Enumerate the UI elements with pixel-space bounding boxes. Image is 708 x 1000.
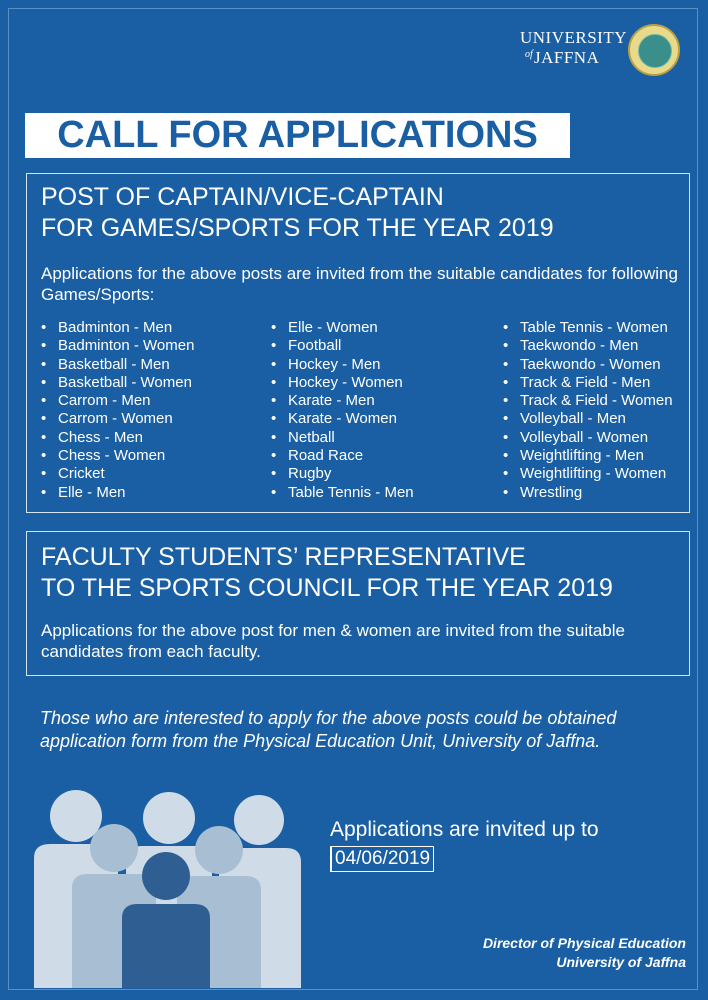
bullet-icon: • <box>271 483 277 501</box>
sport-name: Volleyball - Women <box>520 428 649 446</box>
sport-name: Badminton - Women <box>58 337 195 355</box>
bullet-icon: • <box>271 410 277 428</box>
person-head <box>142 852 190 900</box>
representative-section <box>26 531 690 676</box>
captain-heading-line2: FOR GAMES/SPORTS FOR THE YEAR 2019 <box>41 214 554 242</box>
sport-name: Chess - Women <box>58 447 166 465</box>
logo-line1: UNIVERSITY <box>520 28 627 47</box>
sport-name: Carrom - Women <box>58 410 173 428</box>
sport-list-item <box>271 319 414 337</box>
bullet-icon: • <box>503 410 509 428</box>
page-title: CALL FOR APPLICATIONS <box>57 114 538 156</box>
bullet-icon: • <box>41 428 47 446</box>
sport-name: Basketball - Women <box>58 373 192 391</box>
bullet-icon: • <box>503 483 509 501</box>
sport-name: Table Tennis - Men <box>288 483 414 501</box>
bullet-icon: • <box>271 447 277 465</box>
sport-name: Carrom - Men <box>58 392 151 410</box>
signature-block <box>483 934 686 972</box>
captain-section <box>26 173 690 513</box>
sport-list-item <box>41 465 194 483</box>
person-head <box>234 795 284 845</box>
bullet-icon: • <box>41 337 47 355</box>
sport-name: Road Race <box>288 447 364 465</box>
sport-list-item <box>271 392 414 410</box>
sport-list-item <box>41 319 194 337</box>
application-info: Those who are interested to apply for the above posts could be obtained application form from the Physical Education Unit, University of Jaffna. <box>40 708 617 751</box>
sport-name: Badminton - Men <box>58 319 173 336</box>
representative-heading-line2: TO THE SPORTS COUNCIL FOR THE YEAR 2019 <box>41 574 613 602</box>
bullet-icon: • <box>41 373 47 391</box>
sport-name: Weightlifting - Men <box>520 447 644 465</box>
sport-list-item <box>503 410 673 428</box>
person-head <box>50 790 102 842</box>
bullet-icon: • <box>503 373 509 391</box>
sport-name: Elle - Women <box>288 319 378 336</box>
bullet-icon: • <box>271 337 277 355</box>
sport-list-item <box>503 374 673 392</box>
sport-name: Taekwondo - Women <box>520 355 661 373</box>
captain-heading-line1: POST OF CAPTAIN/VICE-CAPTAIN <box>41 183 444 211</box>
sport-name: Football <box>288 337 342 355</box>
sports-list-col2 <box>271 319 414 502</box>
sport-list-item <box>271 447 414 465</box>
people-group-illustration <box>14 788 334 988</box>
bullet-icon: • <box>271 373 277 391</box>
sport-list-item <box>503 337 673 355</box>
bullet-icon: • <box>503 355 509 373</box>
person-head <box>195 826 243 874</box>
sport-list-item <box>503 319 673 337</box>
logo-of: of <box>525 49 533 60</box>
sport-list-item <box>271 374 414 392</box>
university-seal-icon <box>628 24 680 76</box>
sport-list-item <box>41 429 194 447</box>
bullet-icon: • <box>271 392 277 410</box>
sports-list-col3 <box>503 319 673 502</box>
sport-list-item <box>41 356 194 374</box>
bullet-icon: • <box>41 483 47 501</box>
bullet-icon: • <box>503 337 509 355</box>
representative-section-heading <box>41 542 613 604</box>
title-banner <box>25 113 570 158</box>
sport-name: Chess - Men <box>58 428 144 446</box>
logo-line2: JAFFNA <box>534 48 600 67</box>
deadline-date: 04/06/2019 <box>330 846 434 872</box>
bullet-icon: • <box>41 410 47 428</box>
sport-name: Karate - Women <box>288 410 397 428</box>
sport-list-item <box>503 447 673 465</box>
person-head <box>90 824 138 872</box>
representative-heading-line1: FACULTY STUDENTS’ REPRESENTATIVE <box>41 543 526 571</box>
sport-list-item <box>271 410 414 428</box>
signature-title: Director of Physical Education <box>482 935 686 951</box>
sport-list-item <box>271 465 414 483</box>
sports-list-col1 <box>41 319 194 502</box>
sport-list-item <box>503 465 673 483</box>
person-head <box>143 792 195 844</box>
sport-name: Track & Field - Women <box>520 392 673 410</box>
logo-wordmark <box>520 28 627 68</box>
sport-name: Table Tennis - Women <box>520 319 668 336</box>
bullet-icon: • <box>503 465 509 483</box>
bullet-icon: • <box>271 355 277 373</box>
bullet-icon: • <box>271 465 277 483</box>
sport-name: Basketball - Men <box>58 355 170 373</box>
bullet-icon: • <box>41 319 47 336</box>
bullet-icon: • <box>41 465 47 483</box>
university-logo <box>520 24 684 80</box>
sport-list-item <box>41 374 194 392</box>
bullet-icon: • <box>41 355 47 373</box>
bullet-icon: • <box>271 428 277 446</box>
sport-name: Cricket <box>58 465 105 483</box>
sport-name: Volleyball - Men <box>520 410 626 428</box>
sport-list-item <box>41 447 194 465</box>
sport-list-item <box>503 429 673 447</box>
sport-name: Track & Field - Men <box>520 373 651 391</box>
bullet-icon: • <box>41 392 47 410</box>
sport-list-item <box>41 392 194 410</box>
deadline-text: Applications are invited up to <box>330 818 599 841</box>
bullet-icon: • <box>503 447 509 465</box>
captain-section-intro: Applications for the above posts are invited from the suitable candidates for following Games/Sports: <box>41 264 678 304</box>
sport-name: Rugby <box>288 465 332 483</box>
sport-list-item <box>503 392 673 410</box>
sport-list-item <box>271 429 414 447</box>
bullet-icon: • <box>503 319 509 336</box>
sport-list-item <box>41 410 194 428</box>
sport-list-item <box>503 484 673 502</box>
bullet-icon: • <box>41 447 47 465</box>
sport-list-item <box>41 484 194 502</box>
bullet-icon: • <box>271 319 277 336</box>
signature-institution: University of Jaffna <box>556 954 686 970</box>
sport-name: Taekwondo - Men <box>520 337 639 355</box>
sport-list-item <box>271 356 414 374</box>
seal-emblem-icon <box>638 34 672 68</box>
sport-list-item <box>503 356 673 374</box>
sport-name: Netball <box>288 428 335 446</box>
sport-list-item <box>271 484 414 502</box>
sport-name: Hockey - Men <box>288 355 381 373</box>
sport-name: Karate - Men <box>288 392 375 410</box>
bullet-icon: • <box>503 392 509 410</box>
sport-name: Weightlifting - Women <box>520 465 667 483</box>
representative-section-intro: Applications for the above post for men & women are invited from the suitable candidates from each faculty. <box>41 621 625 661</box>
sport-list-item <box>271 337 414 355</box>
person-body <box>122 904 210 988</box>
sport-list-item <box>41 337 194 355</box>
captain-section-heading <box>41 182 554 244</box>
sport-name: Hockey - Women <box>288 373 403 391</box>
bullet-icon: • <box>503 428 509 446</box>
sport-name: Wrestling <box>520 483 583 501</box>
sport-name: Elle - Men <box>58 483 126 501</box>
